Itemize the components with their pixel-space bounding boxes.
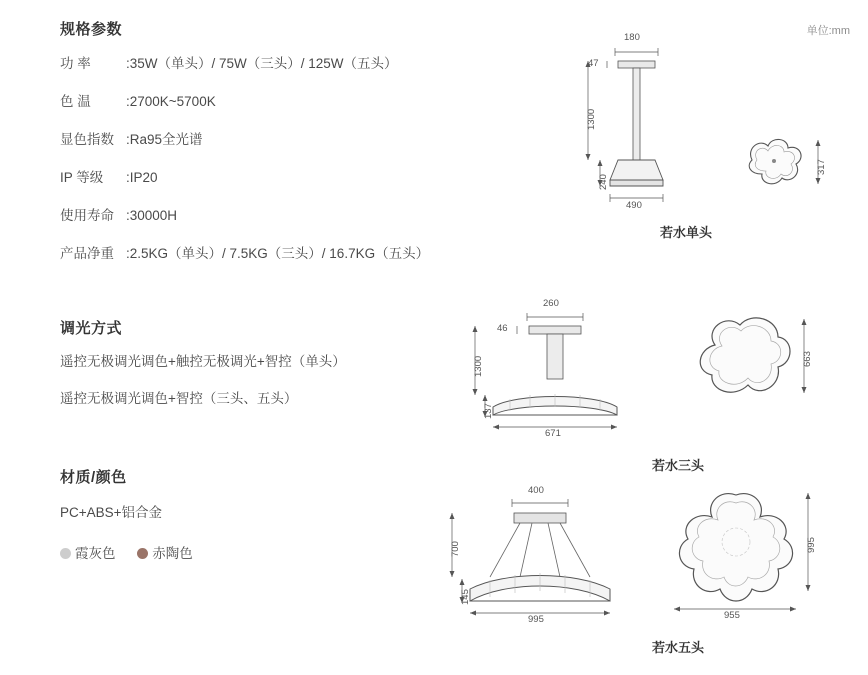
spec-value-cct: :2700K~5700K	[126, 94, 216, 109]
spec-value-weight: :2.5KG（单头）/ 7.5KG（三头）/ 16.7KG（五头）	[126, 246, 430, 261]
drawing-three-head-elevation	[455, 295, 655, 445]
dim-three-drop: 1300	[473, 355, 484, 377]
spec-label-lifespan: 使用寿命	[60, 208, 114, 223]
unit-note: 单位:mm	[806, 25, 850, 37]
spec-label-weight: 产品净重	[60, 246, 114, 261]
spec-value-cri: :Ra95全光谱	[126, 132, 203, 147]
drawing-five-head-plan	[648, 485, 828, 630]
spec-row-cri	[60, 133, 203, 147]
spec-row-lifespan	[60, 209, 177, 223]
dim-five-body-width: 995	[528, 614, 544, 625]
dimming-line-1: 遥控无极调光调色+触控无极调光+智控（单头）	[60, 354, 346, 369]
section-title-specs: 规格参数	[60, 21, 123, 38]
spec-label-cct: 色 温	[60, 94, 91, 109]
three-head-plan-svg	[660, 305, 820, 435]
dim-single-drop: 1300	[586, 108, 597, 130]
dim-single-plan-size: 317	[816, 159, 827, 175]
caption-five-head: 若水五头	[651, 640, 704, 655]
drawing-five-head-elevation	[420, 485, 650, 625]
dim-three-canopy-height: 46	[497, 323, 508, 334]
caption-three-head: 若水三头	[651, 458, 704, 473]
spec-value-lifespan: :30000H	[126, 208, 178, 223]
color-swatch-icon	[60, 548, 71, 559]
caption-single-head: 若水单头	[659, 225, 712, 240]
five-head-plan-svg	[648, 485, 828, 630]
spec-label-cri: 显色指数	[60, 132, 114, 147]
spec-row-ip	[60, 171, 158, 185]
spec-label-ip: IP 等级	[60, 170, 104, 185]
color-swatch-icon	[137, 548, 148, 559]
color-option-2	[137, 542, 193, 562]
single-head-plan-svg	[710, 120, 850, 210]
material-line: PC+ABS+铝合金	[60, 505, 163, 520]
dim-five-top-width: 400	[528, 485, 544, 496]
dim-five-plan-width: 955	[724, 610, 740, 621]
drawing-three-head-plan	[660, 305, 820, 435]
spec-row-power	[60, 57, 398, 71]
spec-label-power: 功 率	[60, 56, 91, 71]
dimming-line-2: 遥控无极调光调色+智控（三头、五头）	[60, 391, 298, 406]
dim-single-body-height: 240	[598, 174, 609, 190]
color-option-1	[60, 542, 116, 562]
dim-single-canopy-height: 47	[588, 58, 599, 69]
dim-five-plan-height: 995	[806, 537, 817, 553]
dim-three-body-width: 671	[545, 428, 561, 439]
dim-five-drop: 700	[450, 541, 461, 557]
color-name-2: 赤陶色	[152, 546, 193, 561]
section-title-dimming: 调光方式	[60, 320, 123, 337]
drawing-single-head-elevation	[560, 30, 720, 220]
section-title-material: 材质/颜色	[60, 469, 127, 486]
dim-three-top-width: 260	[543, 298, 559, 309]
spec-value-ip: :IP20	[126, 170, 158, 185]
drawing-single-head-plan	[710, 120, 850, 210]
dim-single-top-width: 180	[624, 32, 640, 43]
dim-three-plan-size: 663	[802, 351, 813, 367]
color-name-1: 霞灰色	[75, 546, 116, 561]
spec-row-weight	[60, 247, 429, 261]
color-options	[60, 542, 211, 562]
three-head-elevation-svg	[455, 295, 655, 445]
spec-row-cct	[60, 95, 216, 109]
dim-five-body-height: 145	[460, 589, 471, 605]
spec-value-power: :35W（单头）/ 75W（三头）/ 125W（五头）	[126, 56, 398, 71]
dim-single-body-width: 490	[626, 200, 642, 211]
dim-three-body-height: 137	[483, 403, 494, 419]
